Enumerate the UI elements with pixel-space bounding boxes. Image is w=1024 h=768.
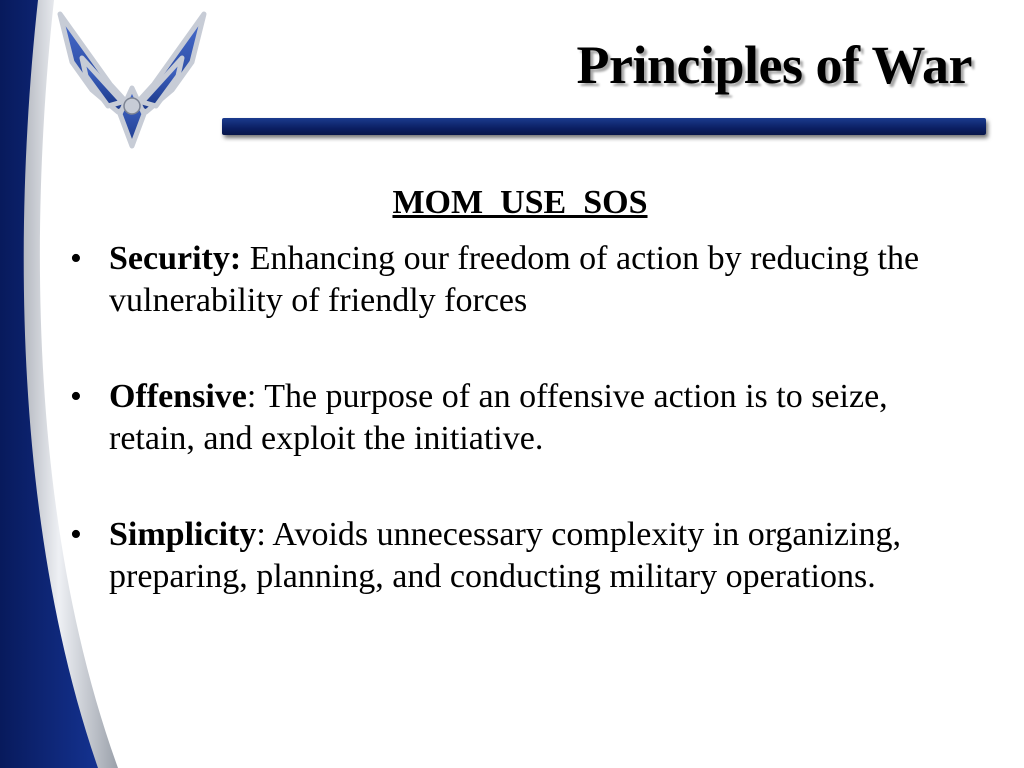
principle-description: The purpose of an offensive action is to seize, retain, and exploit the initiative.: [109, 378, 888, 457]
right-inner-wing-shape: [142, 58, 182, 106]
principle-description: Avoids unnecessary complexity in organizing, preparing, planning, and conducting military operations.: [109, 516, 901, 595]
term-separator: :: [256, 516, 266, 553]
left-inner-wing-shape: [82, 58, 122, 106]
title-underline-bar: [222, 118, 986, 135]
list-item-simplicity: [70, 514, 950, 598]
bullet-icon: •: [70, 516, 82, 553]
emblem-center-circle: [124, 98, 140, 114]
slide-title: Principles of War: [576, 35, 972, 95]
bullet-icon: •: [70, 378, 82, 415]
principle-term: Simplicity: [109, 516, 257, 553]
list-item-security: [70, 238, 950, 322]
mnemonic-heading: MOM USE SOS: [392, 184, 648, 221]
term-separator: [241, 240, 250, 277]
term-separator: :: [246, 378, 257, 415]
principle-term: Offensive: [109, 378, 247, 415]
principle-description: Enhancing our freedom of action by reducing the vulnerability of friendly forces: [109, 240, 920, 319]
air-force-emblem-icon: [52, 6, 212, 152]
principle-term: Security:: [109, 240, 242, 277]
bullet-icon: •: [70, 240, 82, 277]
list-item-offensive: [70, 376, 950, 460]
principles-list: [70, 238, 950, 598]
